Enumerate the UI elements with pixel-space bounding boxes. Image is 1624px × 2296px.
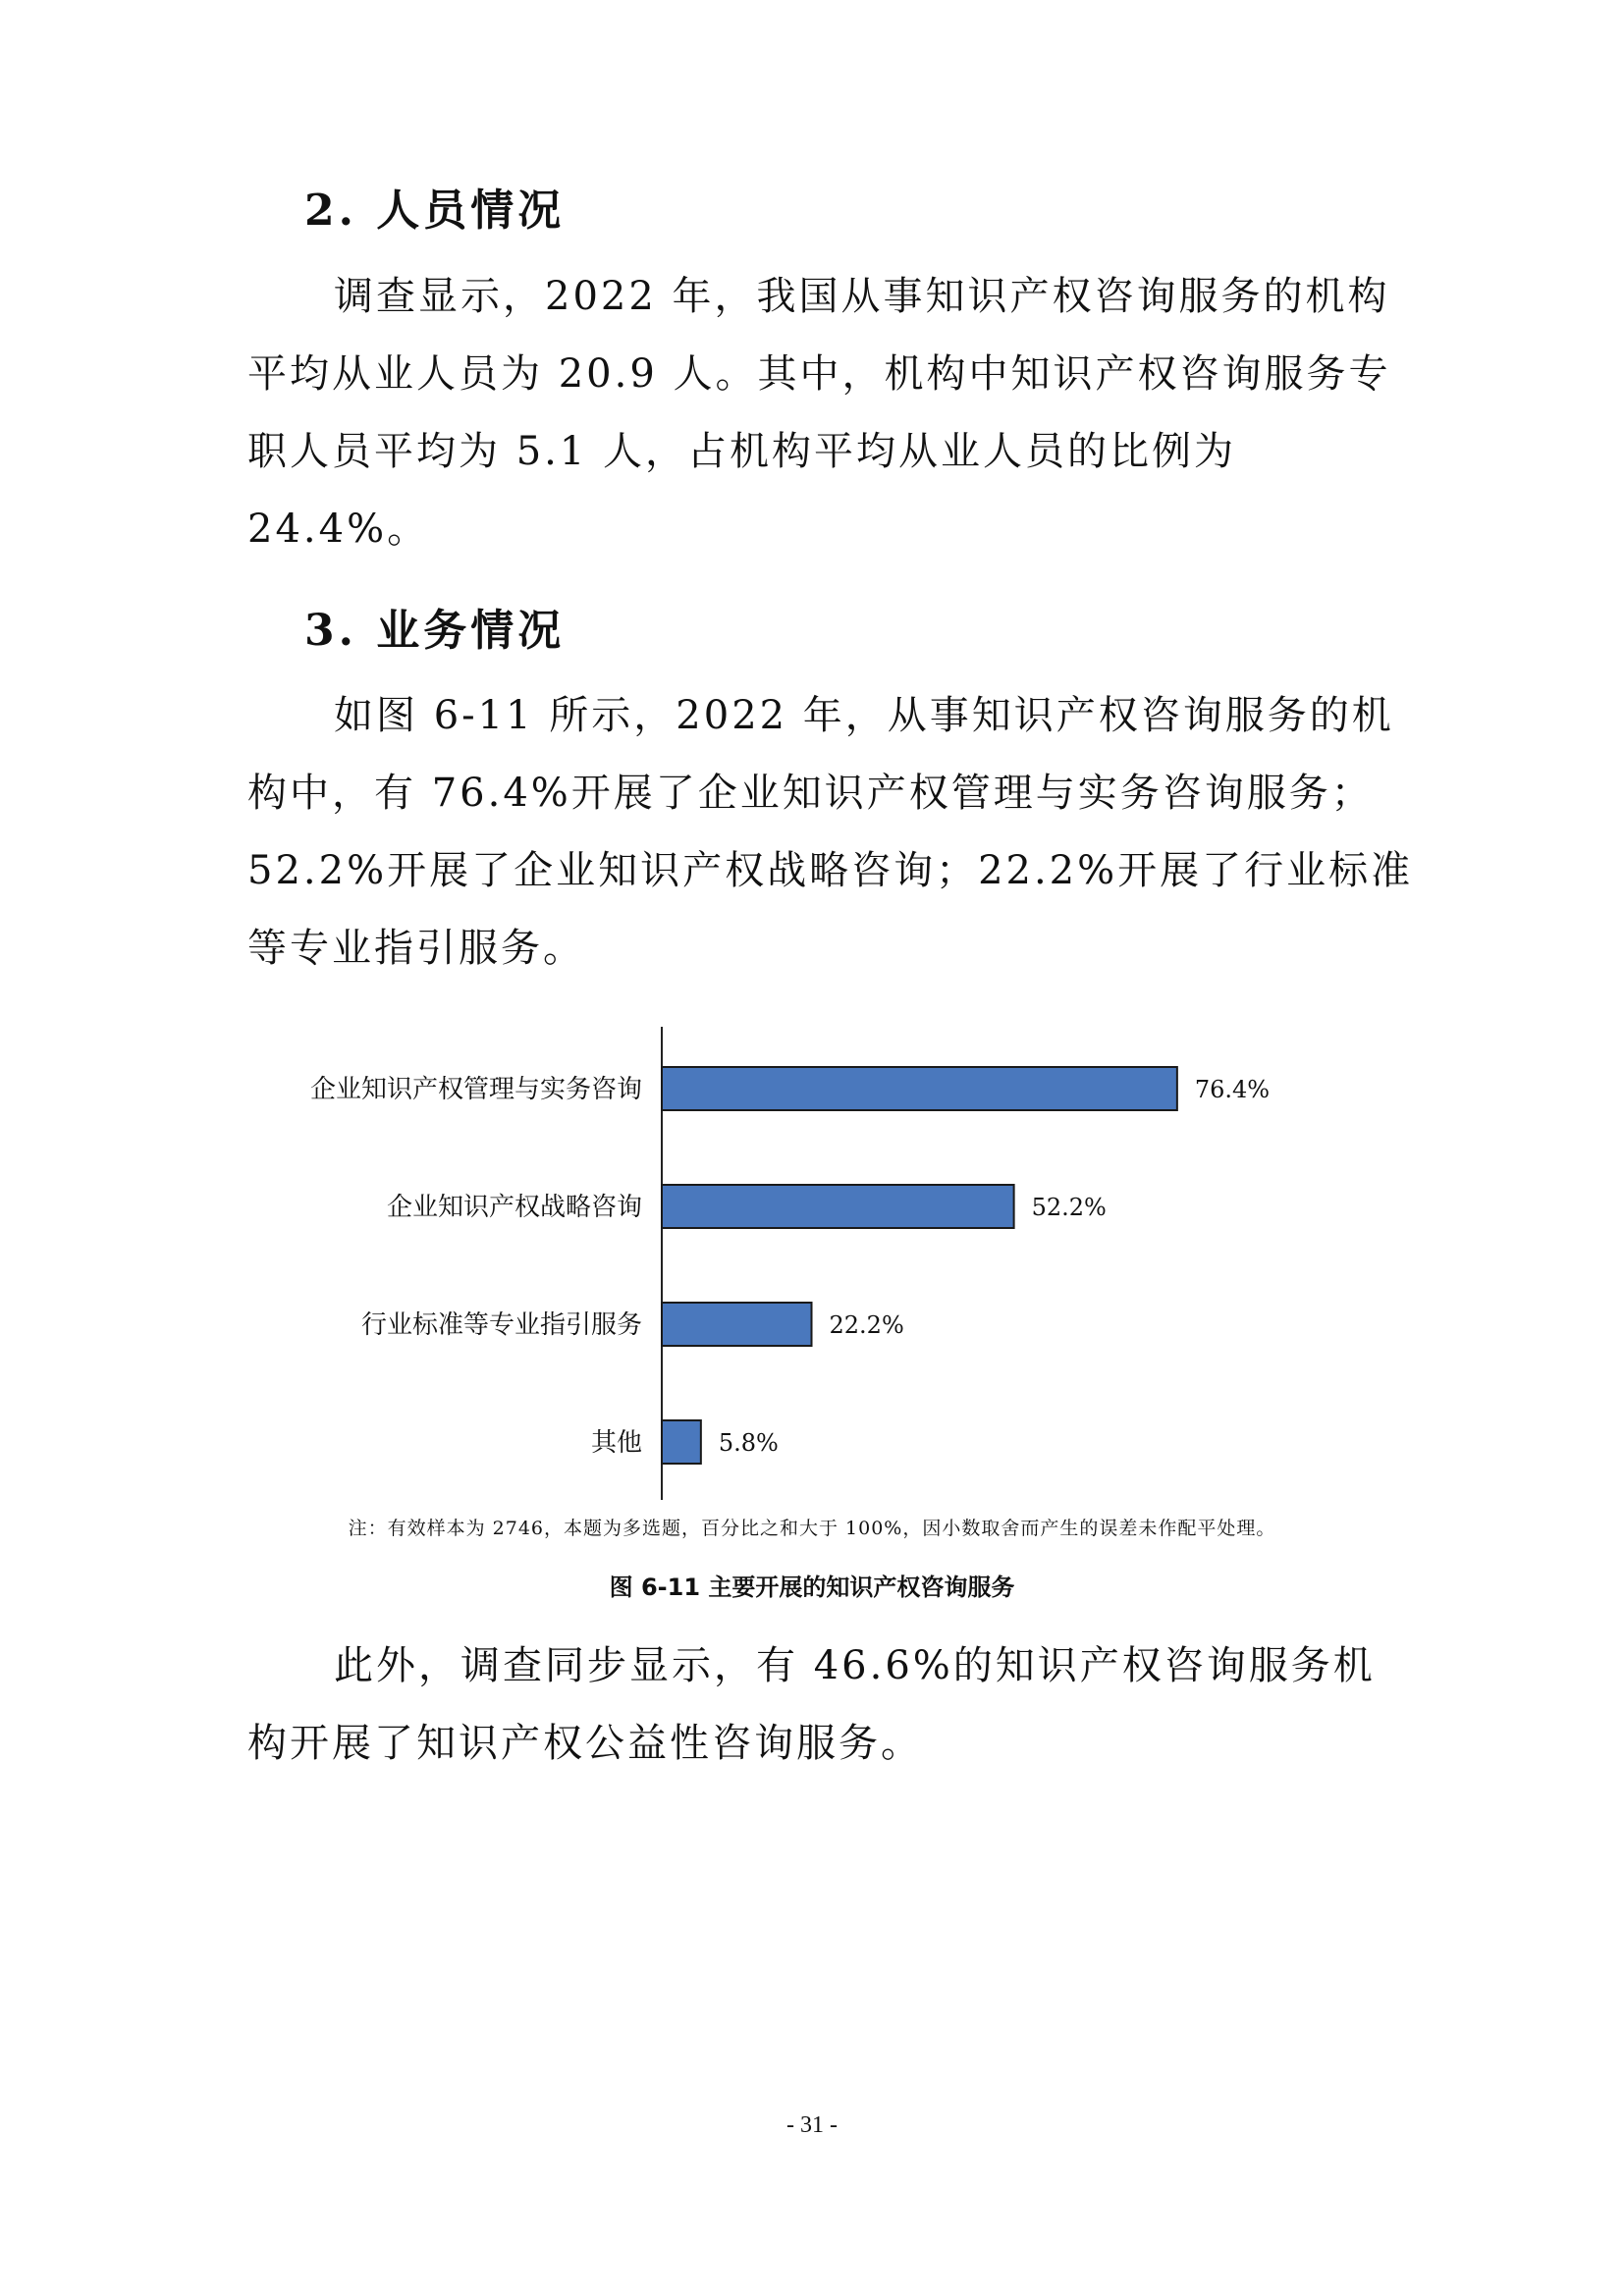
category-label-4: 其他: [590, 1428, 642, 1458]
bar-1: [662, 1067, 1177, 1110]
category-label-2: 企业知识产权战略咨询: [386, 1193, 642, 1222]
section-heading-personnel: 2. 人员情况: [304, 186, 566, 236]
category-label-3: 行业标准等专业指引服务: [360, 1310, 642, 1340]
figure-caption: 图 6-11 主要开展的知识产权咨询服务: [609, 1574, 1015, 1601]
bar-chart: [0, 1011, 1624, 1522]
bar-2: [662, 1185, 1014, 1228]
category-label-1: 企业知识产权管理与实务咨询: [309, 1075, 642, 1104]
paragraph-closing: 此外，调查同步显示，有 46.6%的知识产权咨询服务机构开展了知识产权公益性咨询服务。: [247, 1643, 1376, 1766]
value-label-1: 76.4%: [1194, 1076, 1271, 1103]
value-label-4: 5.8%: [718, 1429, 779, 1457]
value-label-2: 52.2%: [1031, 1194, 1107, 1221]
bar-3: [662, 1303, 812, 1346]
chart-note: 注：有效样本为 2746，本题为多选题，百分比之和大于 100%，因小数取舍而产生的误差未作配平处理。: [348, 1518, 1276, 1539]
figure-6-11: [0, 1011, 1624, 1522]
section-heading-business: 3. 业务情况: [304, 606, 566, 656]
value-label-3: 22.2%: [829, 1311, 904, 1339]
bar-4: [662, 1420, 701, 1464]
page-number: - 31 -: [786, 2112, 838, 2138]
paragraph-personnel: 调查显示，2022 年，我国从事知识产权咨询服务的机构平均从业人员为 20.9 人。其中，机构中知识产权咨询服务专职人员平均为 5.1 人，占机构平均从业人员的比例为 24.4%。: [247, 274, 1391, 552]
paragraph-business: 如图 6-11 所示，2022 年，从事知识产权咨询服务的机构中，有 76.4%开展了企业知识产权管理与实务咨询服务；52.2%开展了企业知识产权战略咨询；22.2%开展了行业标准等专业指引服务。: [247, 693, 1414, 971]
